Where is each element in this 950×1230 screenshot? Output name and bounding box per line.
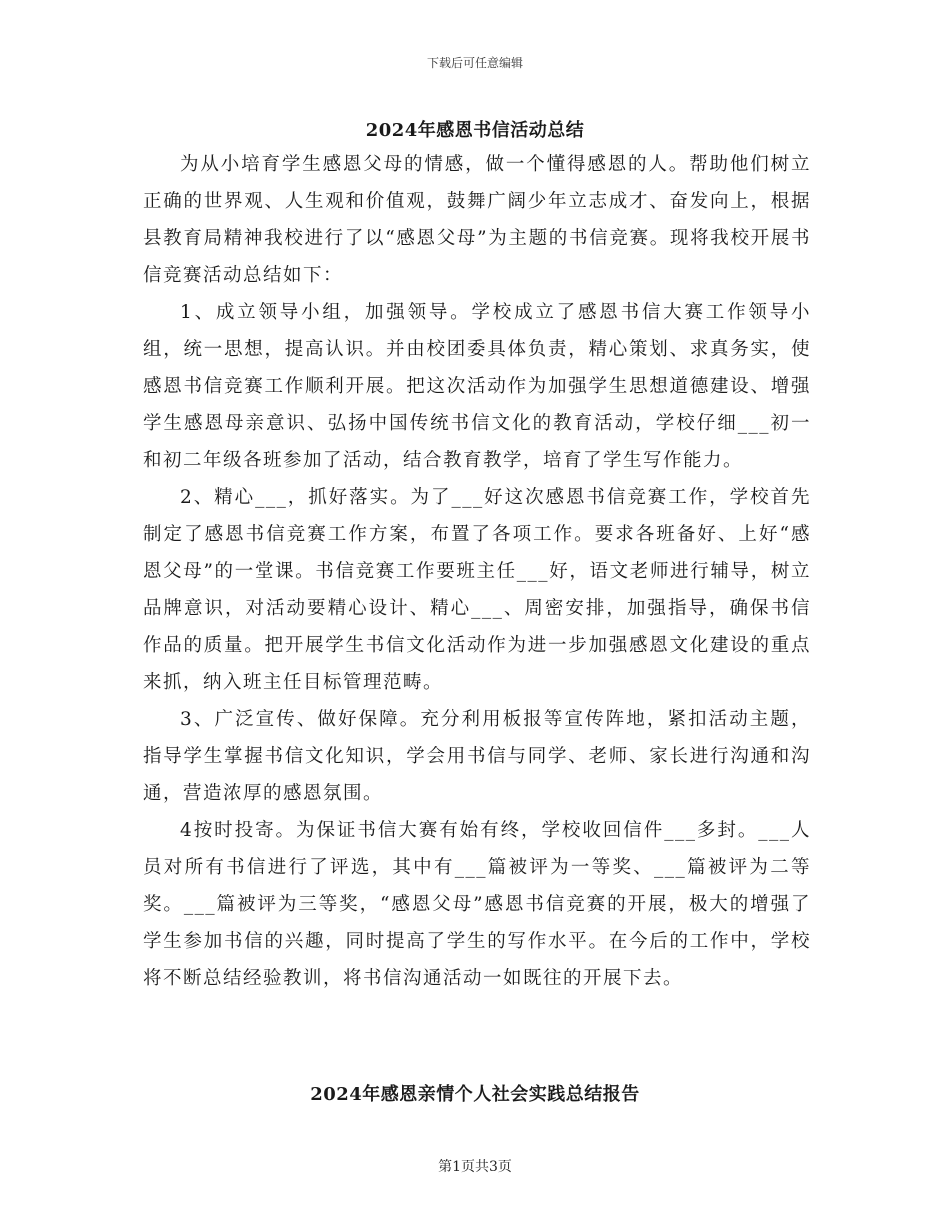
paragraph-1: 1、成立领导小组，加强领导。学校成立了感恩书信大赛工作领导小组，统一思想，提高认识。并由校团委具体负责，精心策划、求真务实，使感恩书信竞赛工作顺利开展。把这次活动作为加强学生思想道德建设、增强学生感恩母亲意识、弘扬中国传统书信文化的教育活动，学校仔细___初一和初二年级各班参加了活动，结合教育教学，培育了学生写作能力。 <box>143 302 811 471</box>
header-note: 下载后可任意编辑 <box>426 56 523 70</box>
document-body <box>143 146 811 997</box>
page-footer: 第1页共3页 <box>438 1159 512 1175</box>
paragraph-2: 2、精心___，抓好落实。为了___好这次感恩书信竞赛工作，学校首先制定了感恩书信竞赛工作方案，布置了各项工作。要求各班备好、上好“感恩父母”的一堂课。书信竞赛工作要班主任___好，语文老师进行辅导，树立品牌意识，对活动要精心设计、精心___、周密安排，加强指导，确保书信作品的质量。把开展学生书信文化活动作为进一步加强感恩文化建设的重点来抓，纳入班主任目标管理范畴。 <box>143 487 811 693</box>
document-title: 2024年感恩书信活动总结 <box>365 120 585 141</box>
paragraph-4: 4按时投寄。为保证书信大赛有始有终，学校收回信件___多封。___人员对所有书信进行了评选，其中有___篇被评为一等奖、___篇被评为二等奖。___篇被评为三等奖，“感恩父母”感恩书信竞赛的开展，极大的增强了学生参加书信的兴趣，同时提高了学生的写作水平。在今后的工作中，学校将不断总结经验教训，将书信沟通活动一如既往的开展下去。 <box>143 820 811 989</box>
next-section-title: 2024年感恩亲情个人社会实践总结报告 <box>310 1084 640 1105</box>
paragraph-3: 3、广泛宣传、做好保障。充分利用板报等宣传阵地，紧扣活动主题，指导学生掌握书信文化知识，学会用书信与同学、老师、家长进行沟通和沟通，营造浓厚的感恩氛围。 <box>143 709 811 804</box>
paragraph-intro: 为从小培育学生感恩父母的情感，做一个懂得感恩的人。帮助他们树立正确的世界观、人生观和价值观，鼓舞广阔少年立志成才、奋发向上，根据县教育局精神我校进行了以“感恩父母”为主题的书信竞赛。现将我校开展书信竞赛活动总结如下： <box>143 154 811 286</box>
